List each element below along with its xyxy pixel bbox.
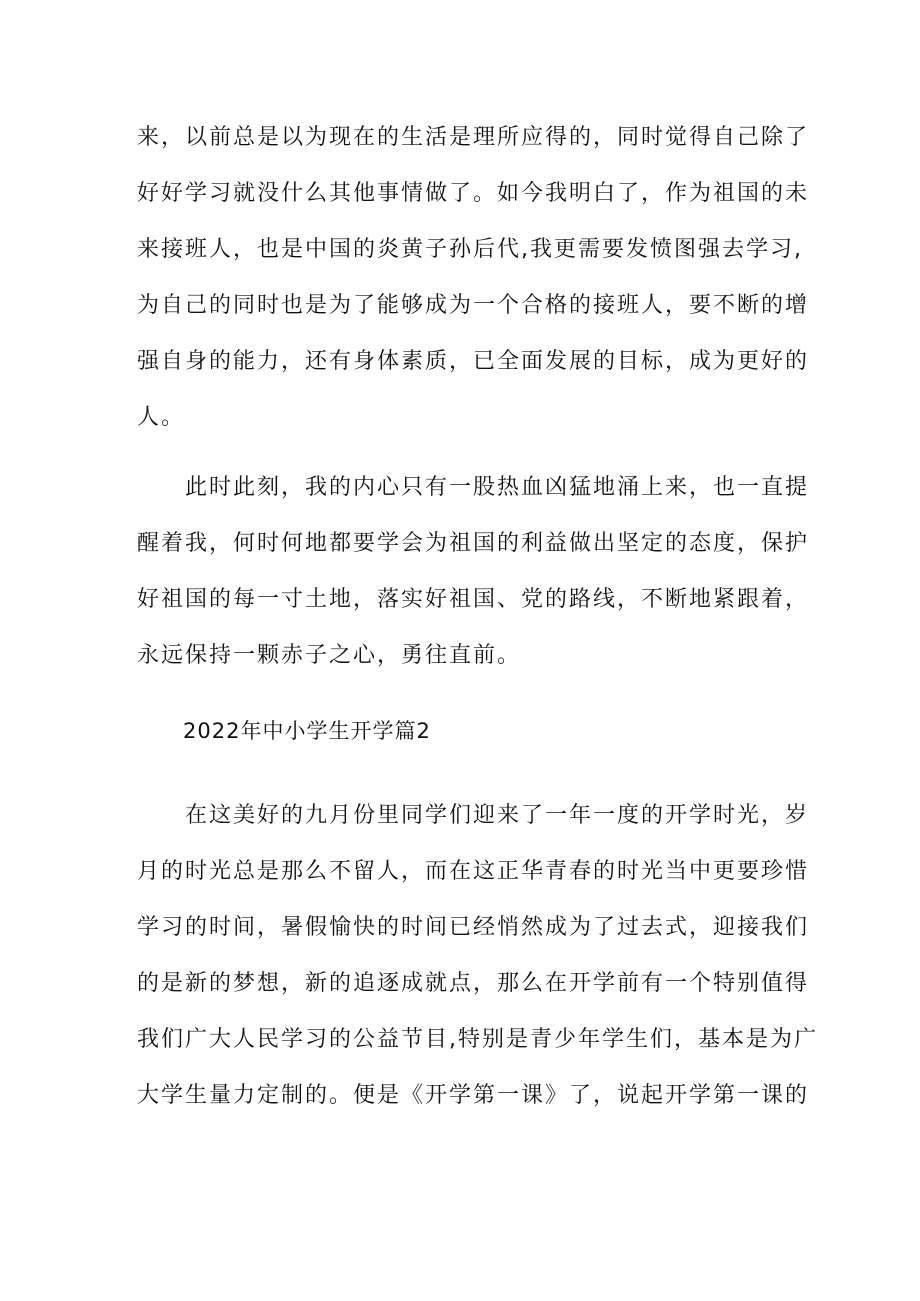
text-line: 为自己的同时也是为了能够成为一个合格的接班人，要不断的增 — [137, 293, 810, 318]
section-heading: 2022年中小学生开学篇2 — [183, 719, 431, 743]
text-line: 醒着我，何时何地都要学会为祖国的利益做出坚定的态度，保护 — [137, 531, 810, 556]
text-line: 学习的时间，暑假愉快的时间已经悄然成为了过去式，迎接我们 — [137, 915, 810, 940]
text-line: 来接班人，也是中国的炎黄子孙后代,我更需要发愤图强去学习, — [137, 237, 803, 262]
text-line: 好好学习就没什么其他事情做了。如今我明白了，作为祖国的未 — [137, 181, 810, 206]
text-line: 来，以前总是以为现在的生活是理所应得的，同时觉得自己除了 — [137, 125, 810, 150]
text-line: 我们广大人民学习的公益节目,特别是青少年学生们，基本是为广 — [137, 1027, 818, 1052]
text-line: 人。 — [137, 405, 186, 430]
text-line: 的是新的梦想，新的追逐成就点，那么在开学前有一个特别值得 — [137, 971, 810, 996]
text-line: 好祖国的每一寸土地，落实好祖国、党的路线，不断地紧跟着， — [137, 587, 810, 612]
text-line: 永远保持一颗赤子之心，勇往直前。 — [137, 643, 522, 668]
paragraph-september — [137, 788, 818, 1124]
text-line: 大学生量力定制的。便是《开学第一课》了，说起开学第一课的 — [137, 1083, 810, 1108]
text-line: 强自身的能力，还有身体素质，已全面发展的目标，成为更好的 — [137, 349, 810, 374]
text-line: 在这美好的九月份里同学们迎来了一年一度的开学时光，岁 — [137, 803, 810, 828]
text-line: 月的时光总是那么不留人，而在这正华青春的时光当中更要珍惜 — [137, 859, 810, 884]
text-line: 此时此刻，我的内心只有一股热血凶猛地涌上来，也一直提 — [137, 475, 810, 500]
paragraph-continued — [137, 110, 810, 446]
paragraph-this-moment — [137, 460, 810, 684]
